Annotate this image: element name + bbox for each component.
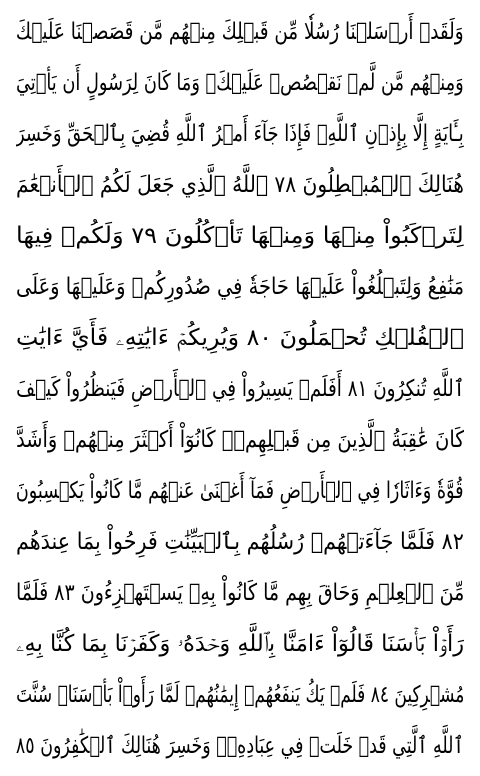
text-line-9 — [16, 414, 464, 465]
line-text: بِـَٔايَةٍ إِلَّا بِإِذۡنِ ٱللَّهِۚ فَإِذَا جَآءَ أَمۡرُ ٱللَّهِ قُضِيَ بِٱلۡحَقِّ وَخَسِرَ — [16, 120, 464, 147]
text-line-7 — [16, 312, 464, 363]
line-text: قُوَّةٗ وَءَاثَارٗا فِي ٱلۡأَرۡضِ فَمَآ أَغۡنَىٰ عَنۡهُم مَّا كَانُواْ يَكۡسِبُونَ — [16, 477, 464, 504]
text-line-1 — [16, 6, 464, 57]
line-text: رَأَوۡاْ بَأۡسَنَا قَالُوٓاْ ءَامَنَّا بِٱللَّهِ وَحۡدَهُۥ وَكَفَرۡنَا بِمَا كُنَّا بِهِۦ — [16, 630, 464, 657]
line-text: ٱللَّهِ ٱلَّتِي قَدۡ خَلَتۡ فِي عِبَادِهِۦۖ وَخَسِرَ هُنَالِكَ ٱلۡكَٰفِرُونَ ٨٥ — [16, 732, 464, 759]
text-line-13 — [16, 618, 464, 669]
text-line-5 — [16, 210, 464, 261]
line-text: ٱلۡفُلۡكِ تُحۡمَلُونَ ٨٠ وَيُرِيكُمۡ ءَايَٰتِهِۦ فَأَيَّ ءَايَٰتِ — [16, 324, 464, 351]
line-text: هُنَالِكَ ٱلۡمُبۡطِلُونَ ٧٨ ٱللَّهُ ٱلَّذِي جَعَلَ لَكُمُ ٱلۡأَنۡعَٰمَ — [16, 171, 464, 198]
text-line-15 — [16, 720, 464, 771]
text-line-12 — [16, 567, 464, 618]
line-text: مَنَٰفِعُ وَلِتَبۡلُغُواْ عَلَيۡهَا حَاجَةٗ فِي صُدُورِكُمۡ وَعَلَيۡهَا وَعَلَى — [16, 273, 464, 300]
line-text: مُشۡرِكِينَ ٨٤ فَلَمۡ يَكُ يَنفَعُهُمۡ إِيمَٰنُهُمۡ لَمَّا رَأَوۡاْ بَأۡسَنَاۖ سُنَّتَ — [16, 681, 464, 708]
line-text: لِتَرۡكَبُواْ مِنۡهَا وَمِنۡهَا تَأۡكُلُونَ ٧٩ وَلَكُمۡ فِيهَا — [16, 222, 464, 249]
text-line-2 — [16, 57, 464, 108]
line-text: ٱللَّهِ تُنكِرُونَ ٨١ أَفَلَمۡ يَسِيرُواْ فِي ٱلۡأَرۡضِ فَيَنظُرُواْ كَيۡفَ — [16, 375, 464, 402]
text-line-8 — [16, 363, 464, 414]
text-line-10 — [16, 465, 464, 516]
text-line-4 — [16, 159, 464, 210]
line-text: وَمِنۡهُم مَّن لَّمۡ نَقۡصُصۡ عَلَيۡكَۗ وَمَا كَانَ لِرَسُولٍ أَن يَأۡتِيَ — [16, 69, 464, 96]
text-line-3 — [16, 108, 464, 159]
line-text: وَلَقَدۡ أَرۡسَلۡنَا رُسُلٗا مِّن قَبۡلِكَ مِنۡهُم مَّن قَصَصۡنَا عَلَيۡكَ — [16, 18, 464, 45]
text-line-11 — [16, 516, 464, 567]
line-text: كَانَ عَٰقِبَةُ ٱلَّذِينَ مِن قَبۡلِهِمۡۚ كَانُوٓاْ أَكۡثَرَ مِنۡهُمۡ وَأَشَدَّ — [16, 426, 464, 453]
text-line-14 — [16, 669, 464, 720]
line-text: ٨٢ فَلَمَّا جَآءَتۡهُمۡ رُسُلُهُم بِٱلۡبَيِّنَٰتِ فَرِحُواْ بِمَا عِندَهُم — [16, 528, 464, 555]
line-text: مِّنَ ٱلۡعِلۡمِ وَحَاقَ بِهِم مَّا كَانُواْ بِهِۦ يَسۡتَهۡزِءُونَ ٨٣ فَلَمَّا — [16, 579, 464, 606]
text-line-6 — [16, 261, 464, 312]
